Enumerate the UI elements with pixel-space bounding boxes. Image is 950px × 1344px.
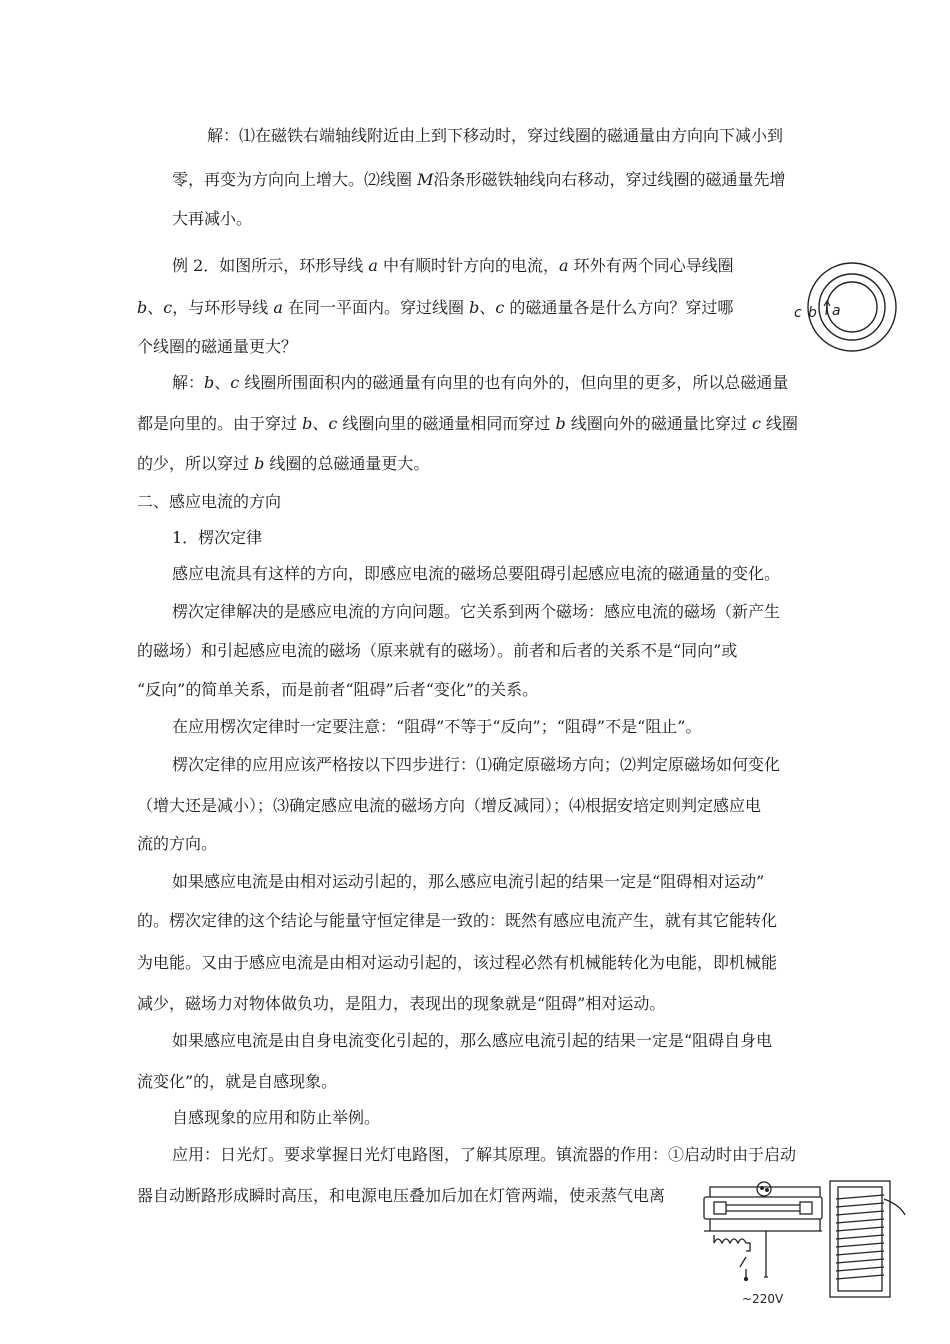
note-line: 在应用楞次定律时一定要注意：“阻碍”不等于“反向”；“阻碍”不是“阻止”。	[172, 717, 702, 736]
starter-icon	[757, 1182, 771, 1196]
lenz-line2: 的磁场）和引起感应电流的磁场（原来就有的磁场）。前者和后者的关系不是“同向”或	[137, 641, 738, 660]
ring-label-b: b	[808, 305, 817, 321]
solution2-line3: 的少，所以穿过 b 线圈的总磁通量更大。	[137, 454, 430, 473]
relative-motion-line4: 减少，磁场力对物体做负功，是阻力，表现出的现象就是“阻碍”相对运动。	[137, 994, 666, 1013]
concentric-rings-figure	[790, 255, 910, 365]
fluorescent-lamp-circuit	[700, 1175, 910, 1310]
steps-line3: 流的方向。	[137, 834, 218, 853]
ring-c	[808, 263, 896, 351]
subsection-heading: 1．楞次定律	[172, 528, 263, 547]
example2-line1: 例 2．如图所示，环形导线 a 中有顺时针方向的电流，a 环外有两个同心导线圈	[172, 256, 734, 275]
solution2-line2: 都是向里的。由于穿过 b、c 线圈向里的磁通量相同而穿过 b 线圈向外的磁通量比穿过 c 线圈	[137, 414, 799, 433]
example2-line3: 个线圈的磁通量更大？	[137, 337, 298, 356]
application-line2: 器自动断路形成瞬时高压，和电源电压叠加后加在灯管两端，使汞蒸气电离	[137, 1186, 666, 1205]
ballast-coil-icon	[714, 1235, 750, 1251]
solution1-line3: 大再减小。	[172, 209, 253, 228]
lamp-tube	[704, 1197, 822, 1219]
application-line1: 应用：日光灯。要求掌握日光灯电路图，了解其原理。镇流器的作用：①启动时由于启动	[172, 1145, 797, 1164]
relative-motion-line1: 如果感应电流是由相对运动引起的，那么感应电流引起的结果一定是“阻碍相对运动”	[172, 872, 765, 891]
steps-line1: 楞次定律的应用应该严格按以下四步进行：⑴确定原磁场方向；⑵判定原磁场如何变化	[172, 755, 781, 774]
self-induction-line2: 流变化”的，就是自感现象。	[137, 1072, 338, 1091]
ring-b	[819, 274, 885, 340]
voltage-label: ~220V	[742, 1292, 784, 1306]
law-statement: 感应电流具有这样的方向，即感应电流的磁场总要阻碍引起感应电流的磁通量的变化。	[172, 564, 781, 583]
self-induction-line1: 如果感应电流是由自身电流变化引起的，那么感应电流引起的结果一定是“阻碍自身电	[172, 1031, 773, 1050]
relative-motion-line2: 的。楞次定律的这个结论与能量守恒定律是一致的：既然有感应电流产生，就有其它能转化	[137, 911, 778, 930]
solution2-line1: 解：b、c 线圈所围面积内的磁通量有向里的也有向外的，但向里的更多，所以总磁通量	[172, 373, 789, 392]
example2-line2: b、c，与环形导线 a 在同一平面内。穿过线圈 b、c 的磁通量各是什么方向？穿过哪	[137, 298, 734, 317]
lenz-line1: 楞次定律解决的是感应电流的方向问题。它关系到两个磁场：感应电流的磁场（新产生	[172, 602, 781, 621]
steps-line2: （增大还是减小）；⑶确定感应电流的磁场方向（增反减同）；⑷根据安培定则判定感应电	[137, 796, 762, 815]
section-heading: 二、感应电流的方向	[137, 492, 282, 511]
examples-line: 自感现象的应用和防止举例。	[172, 1108, 381, 1127]
solution1-line2: 零，再变为方向向上增大。⑵线圈 M沿条形磁铁轴线向右移动，穿过线圈的磁通量先增	[172, 170, 786, 189]
ring-label-c: c	[794, 305, 802, 321]
relative-motion-line3: 为电能。又由于感应电流是由相对运动引起的，该过程必然有机械能转化为电能，即机械能	[137, 953, 778, 972]
lenz-line3: “反向”的简单关系，而是前者“阻碍”后者“变化”的关系。	[137, 680, 539, 699]
ring-label-a: a	[832, 303, 841, 319]
switch-icon	[740, 1257, 746, 1279]
solution1-line1: 解：⑴在磁铁右端轴线附近由上到下移动时，穿过线圈的磁通量由方向向下减小到	[207, 126, 784, 145]
